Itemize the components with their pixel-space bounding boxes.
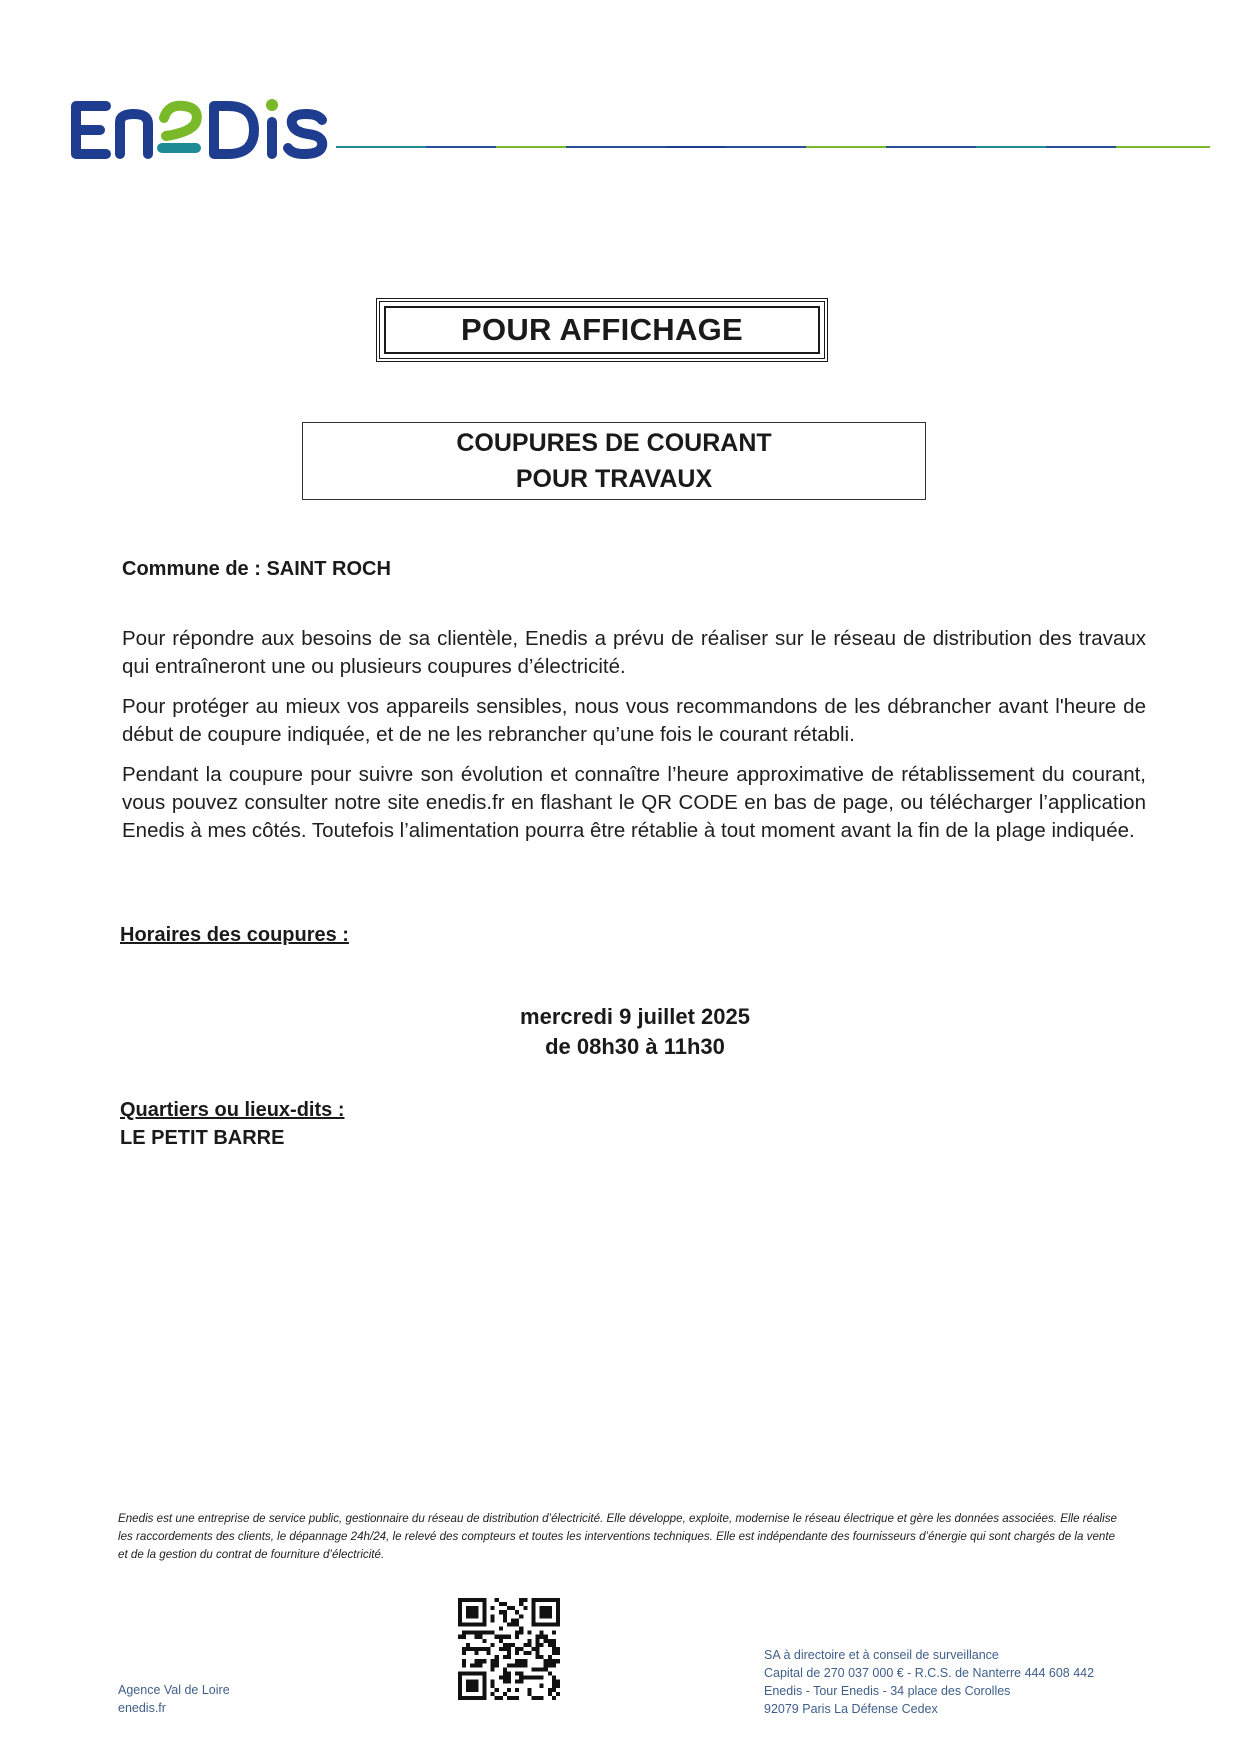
agency-block [118,1681,230,1717]
schedule-title: Horaires des coupures : [120,924,349,946]
areas-title: Quartiers ou lieux-dits : [120,1099,345,1121]
header-line [336,144,1210,150]
schedule-time: de 08h30 à 11h30 [545,1034,725,1059]
schedule-date: mercredi 9 juillet 2025 [520,1004,750,1029]
paragraph-intro: Pour répondre aux besoins de sa clientèle, Enedis a prévu de réaliser sur le réseau de distribution des travaux qui entraîneront une ou plusieurs coupures d’électricité. [122,627,1146,678]
subject-line-1: COUPURES DE COURANT [456,429,772,457]
legal-line: SA à directoire et à conseil de surveillance [764,1648,999,1662]
agency-name: Agence Val de Loire [118,1683,230,1697]
display-banner-text: POUR AFFICHAGE [460,312,744,347]
schedule [320,1002,950,1062]
qr-code-icon[interactable] [458,1598,560,1700]
display-banner [376,298,828,362]
area-item: LE PETIT BARRE [120,1127,285,1149]
subject-line-2: POUR TRAVAUX [515,465,713,493]
company-description: Enedis est une entreprise de service public, gestionnaire du réseau de distribution d’électricité. Elle développe, exploite, modernise le réseau électrique et gère les données associées. Elle réalise les raccordements des clients, le dépannage 24h/24, le relevé des compteurs et toutes les interventions techniques. Elle est indépendante des fournisseurs d’énergie qui sont chargés de la vente et de la gestion du contrat de fourniture d’électricité. [118,1512,1117,1561]
commune-label: Commune de : SAINT ROCH [122,558,391,580]
enedis-logo [68,92,336,162]
legal-line: Capital de 270 037 000 € - R.C.S. de Nanterre 444 608 442 [764,1666,1095,1680]
website-link[interactable]: enedis.fr [118,1701,166,1715]
subject-box [302,422,926,500]
legal-line: 92079 Paris La Défense Cedex [764,1702,938,1716]
legal-line: Enedis - Tour Enedis - 34 place des Corolles [764,1684,1011,1698]
paragraph-tracking: Pendant la coupure pour suivre son évolution et connaître l’heure approximative de rétablissement du courant, vous pouvez consulter notre site enedis.fr en flashant le QR CODE en bas de page, ou télécharger l’application Enedis à mes côtés. Toutefois l’alimentation pourra être rétablie à tout moment avant la fin de la plage indiquée. [122,763,1146,842]
legal-block [764,1646,1094,1718]
paragraph-devices: Pour protéger au mieux vos appareils sensibles, nous vous recommandons de les débrancher avant l'heure de début de coupure indiquée, et de ne les rebrancher qu’une fois le courant rétabli. [122,695,1146,746]
